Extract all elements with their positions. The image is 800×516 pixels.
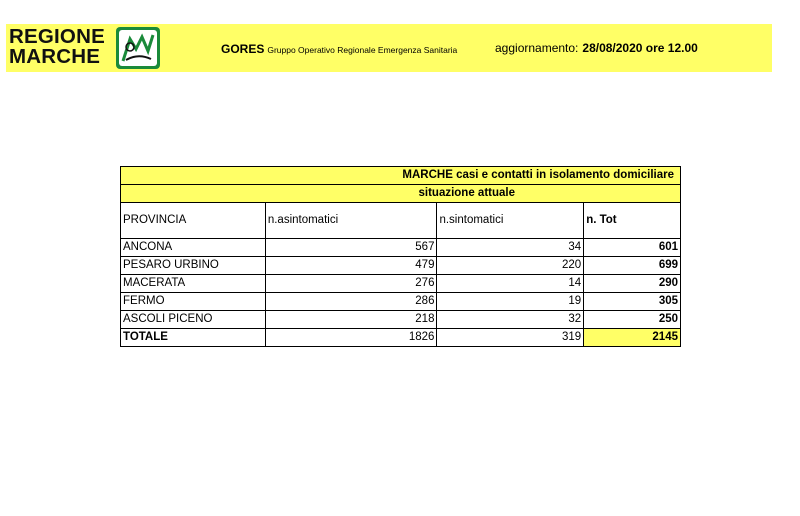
cell-asintomatici: 479 [265,257,437,275]
cell-sintomatici: 32 [437,311,584,329]
cell-asintomatici: 276 [265,275,437,293]
logo-line-1: REGIONE [9,25,105,48]
cell-asintomatici: 218 [265,311,437,329]
total-label: TOTALE [121,329,266,347]
cell-asintomatici: 567 [265,239,437,257]
gores-acronym: GORES [221,42,265,56]
table-total-row [121,329,681,347]
isolation-table [120,166,681,347]
cell-provincia: PESARO URBINO [121,257,266,275]
col-header-provincia: PROVINCIA [121,203,266,239]
table-title-row [121,167,681,185]
total-asintomatici: 1826 [265,329,437,347]
update-value: 28/08/2020 ore 12.00 [582,41,698,55]
cell-provincia: ASCOLI PICENO [121,311,266,329]
regione-marche-emblem-icon [116,27,160,69]
regione-marche-logo [9,27,105,67]
table-row [121,311,681,329]
cell-sintomatici: 14 [437,275,584,293]
table-subtitle-row [121,185,681,203]
gores-full-name: Gruppo Operativo Regionale Emergenza Sanitaria [267,45,458,55]
cell-asintomatici: 286 [265,293,437,311]
cell-sintomatici: 34 [437,239,584,257]
table-header-row [121,203,681,239]
logo-line-2: MARCHE [9,45,101,68]
table-title: MARCHE casi e contatti in isolamento domiciliare [121,167,681,185]
header-banner [6,24,772,72]
col-header-asintomatici: n.asintomatici [265,203,437,239]
table-row [121,239,681,257]
cell-tot: 699 [584,257,681,275]
table-row [121,275,681,293]
cell-sintomatici: 19 [437,293,584,311]
cell-provincia: MACERATA [121,275,266,293]
table-row [121,257,681,275]
cell-provincia: FERMO [121,293,266,311]
update-label: aggiornamento: [495,41,579,55]
col-header-tot: n. Tot [584,203,681,239]
total-tot: 2145 [584,329,681,347]
update-info [495,41,698,55]
total-sintomatici: 319 [437,329,584,347]
table-subtitle: situazione attuale [121,185,681,203]
cell-provincia: ANCONA [121,239,266,257]
cell-sintomatici: 220 [437,257,584,275]
cell-tot: 290 [584,275,681,293]
cell-tot: 305 [584,293,681,311]
cell-tot: 601 [584,239,681,257]
gores-label [221,42,457,56]
table-row [121,293,681,311]
cell-tot: 250 [584,311,681,329]
col-header-sintomatici: n.sintomatici [437,203,584,239]
